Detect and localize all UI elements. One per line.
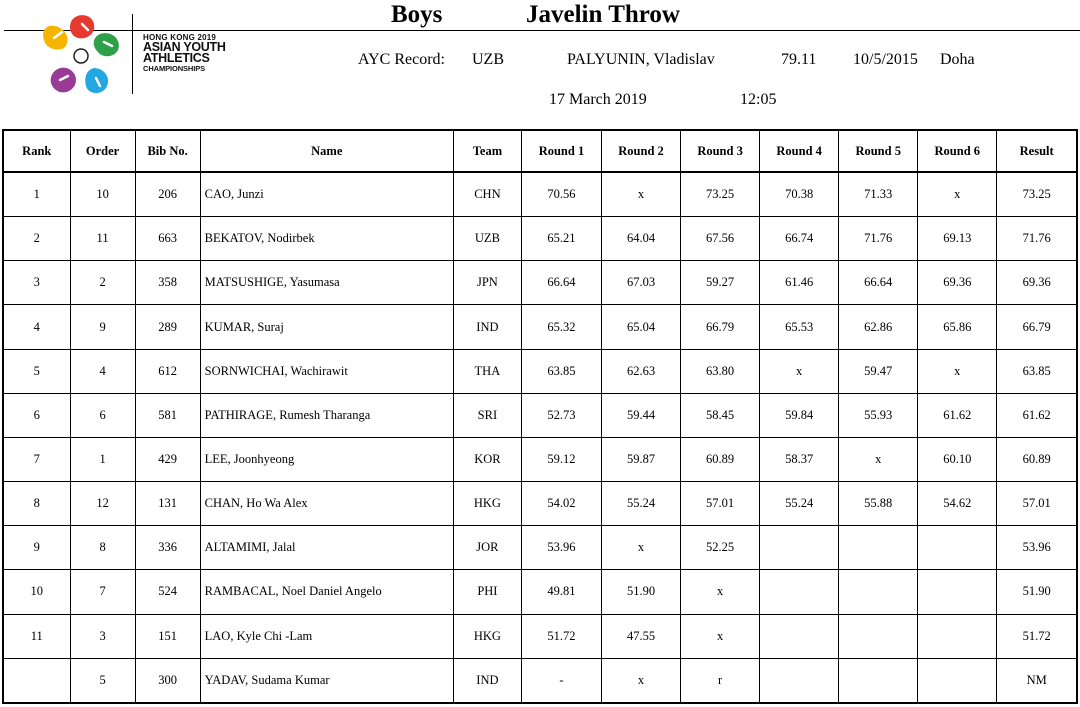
cell-rank: 3 bbox=[3, 261, 70, 305]
cell-name: MATSUSHIGE, Yasumasa bbox=[200, 261, 453, 305]
cell-bib-no: 429 bbox=[135, 437, 200, 481]
cell-round-2: x bbox=[602, 172, 681, 217]
table-row bbox=[3, 261, 1077, 305]
cell-round-5 bbox=[839, 526, 918, 570]
cell-result: 53.96 bbox=[997, 526, 1077, 570]
cell-round-1: 49.81 bbox=[521, 570, 601, 614]
cell-round-5: 59.47 bbox=[839, 349, 918, 393]
table-row bbox=[3, 305, 1077, 349]
cell-result: 69.36 bbox=[997, 261, 1077, 305]
cell-round-6 bbox=[918, 658, 997, 703]
cell-round-1: 53.96 bbox=[521, 526, 601, 570]
cell-round-5: 66.64 bbox=[839, 261, 918, 305]
cell-order: 3 bbox=[70, 614, 135, 658]
cell-round-3: r bbox=[681, 658, 760, 703]
table-row bbox=[3, 658, 1077, 703]
cell-round-4: 59.84 bbox=[760, 393, 839, 437]
cell-order: 12 bbox=[70, 482, 135, 526]
cell-round-2: 51.90 bbox=[602, 570, 681, 614]
cell-bib-no: 524 bbox=[135, 570, 200, 614]
cell-round-1: 66.64 bbox=[521, 261, 601, 305]
cell-name: LEE, Joonhyeong bbox=[200, 437, 453, 481]
cell-bib-no: 206 bbox=[135, 172, 200, 217]
championship-line-2: ASIAN YOUTH bbox=[143, 40, 226, 54]
header-round-2: Round 2 bbox=[602, 130, 681, 172]
cell-team: JOR bbox=[453, 526, 521, 570]
championship-line-3: ATHLETICS bbox=[143, 51, 210, 65]
championship-line-4: CHAMPIONSHIPS bbox=[143, 64, 206, 73]
cell-result: 66.79 bbox=[997, 305, 1077, 349]
cell-team: HKG bbox=[453, 614, 521, 658]
cell-round-5: 55.88 bbox=[839, 482, 918, 526]
cell-bib-no: 131 bbox=[135, 482, 200, 526]
table-row bbox=[3, 393, 1077, 437]
cell-round-4: 65.53 bbox=[760, 305, 839, 349]
competition-time: 12:05 bbox=[740, 91, 777, 108]
cell-round-3: 52.25 bbox=[681, 526, 760, 570]
cell-name: SORNWICHAI, Wachirawit bbox=[200, 349, 453, 393]
header-result: Result bbox=[997, 130, 1077, 172]
cell-result: 73.25 bbox=[997, 172, 1077, 217]
cell-round-4 bbox=[760, 526, 839, 570]
cell-team: SRI bbox=[453, 393, 521, 437]
cell-round-2: 59.87 bbox=[602, 437, 681, 481]
cell-team: IND bbox=[453, 305, 521, 349]
cell-rank: 4 bbox=[3, 305, 70, 349]
table-row bbox=[3, 437, 1077, 481]
cell-round-2: 47.55 bbox=[602, 614, 681, 658]
cell-round-2: 59.44 bbox=[602, 393, 681, 437]
cell-round-1: 51.72 bbox=[521, 614, 601, 658]
header-round-6: Round 6 bbox=[918, 130, 997, 172]
header-round-5: Round 5 bbox=[839, 130, 918, 172]
cell-round-6: 60.10 bbox=[918, 437, 997, 481]
cell-team: IND bbox=[453, 658, 521, 703]
cell-round-4 bbox=[760, 658, 839, 703]
cell-name: PATHIRAGE, Rumesh Tharanga bbox=[200, 393, 453, 437]
cell-round-2: x bbox=[602, 658, 681, 703]
cell-bib-no: 300 bbox=[135, 658, 200, 703]
cell-rank bbox=[3, 658, 70, 703]
cell-round-5: 71.76 bbox=[839, 217, 918, 261]
cell-name: ALTAMIMI, Jalal bbox=[200, 526, 453, 570]
header-round-1: Round 1 bbox=[521, 130, 601, 172]
cell-round-5 bbox=[839, 658, 918, 703]
logo-petal-green bbox=[94, 33, 119, 56]
cell-round-2: 62.63 bbox=[602, 349, 681, 393]
cell-order: 4 bbox=[70, 349, 135, 393]
table-row bbox=[3, 217, 1077, 261]
event-title: Javelin Throw bbox=[526, 1, 680, 28]
results-table bbox=[2, 129, 1078, 704]
cell-order: 10 bbox=[70, 172, 135, 217]
cell-round-3: 60.89 bbox=[681, 437, 760, 481]
cell-round-5: 55.93 bbox=[839, 393, 918, 437]
header-name: Name bbox=[200, 130, 453, 172]
cell-rank: 9 bbox=[3, 526, 70, 570]
cell-team: HKG bbox=[453, 482, 521, 526]
cell-bib-no: 581 bbox=[135, 393, 200, 437]
cell-team: JPN bbox=[453, 261, 521, 305]
record-date: 10/5/2015 bbox=[853, 51, 918, 68]
cell-team: THA bbox=[453, 349, 521, 393]
cell-round-4: 55.24 bbox=[760, 482, 839, 526]
cell-order: 6 bbox=[70, 393, 135, 437]
cell-result: 71.76 bbox=[997, 217, 1077, 261]
cell-round-6 bbox=[918, 614, 997, 658]
cell-rank: 10 bbox=[3, 570, 70, 614]
cell-result: 63.85 bbox=[997, 349, 1077, 393]
header-bib-no: Bib No. bbox=[135, 130, 200, 172]
cell-round-4: 58.37 bbox=[760, 437, 839, 481]
record-label: AYC Record: bbox=[358, 51, 445, 68]
cell-round-4: 70.38 bbox=[760, 172, 839, 217]
cell-rank: 7 bbox=[3, 437, 70, 481]
cell-name: LAO, Kyle Chi -Lam bbox=[200, 614, 453, 658]
cell-round-5 bbox=[839, 614, 918, 658]
cell-result: NM bbox=[997, 658, 1077, 703]
cell-order: 9 bbox=[70, 305, 135, 349]
cell-rank: 5 bbox=[3, 349, 70, 393]
cell-round-6: 69.36 bbox=[918, 261, 997, 305]
cell-team: UZB bbox=[453, 217, 521, 261]
cell-rank: 6 bbox=[3, 393, 70, 437]
cell-order: 2 bbox=[70, 261, 135, 305]
logo-petal-purple bbox=[51, 68, 76, 93]
header-order: Order bbox=[70, 130, 135, 172]
cell-bib-no: 358 bbox=[135, 261, 200, 305]
cell-bib-no: 289 bbox=[135, 305, 200, 349]
cell-round-2: 55.24 bbox=[602, 482, 681, 526]
cell-order: 11 bbox=[70, 217, 135, 261]
cell-name: CHAN, Ho Wa Alex bbox=[200, 482, 453, 526]
cell-round-3: x bbox=[681, 614, 760, 658]
cell-round-6: 65.86 bbox=[918, 305, 997, 349]
cell-team: KOR bbox=[453, 437, 521, 481]
cell-name: CAO, Junzi bbox=[200, 172, 453, 217]
cell-round-6: x bbox=[918, 349, 997, 393]
cell-round-2: 65.04 bbox=[602, 305, 681, 349]
cell-rank: 8 bbox=[3, 482, 70, 526]
cell-round-1: 54.02 bbox=[521, 482, 601, 526]
cell-round-2: 64.04 bbox=[602, 217, 681, 261]
cell-round-3: 63.80 bbox=[681, 349, 760, 393]
cell-round-6: 61.62 bbox=[918, 393, 997, 437]
cell-bib-no: 663 bbox=[135, 217, 200, 261]
championship-line-1: HONG KONG 2019 bbox=[143, 33, 217, 42]
cell-bib-no: 336 bbox=[135, 526, 200, 570]
cell-round-3: 58.45 bbox=[681, 393, 760, 437]
cell-round-4: 66.74 bbox=[760, 217, 839, 261]
cell-result: 60.89 bbox=[997, 437, 1077, 481]
header-team: Team bbox=[453, 130, 521, 172]
cell-round-6: 54.62 bbox=[918, 482, 997, 526]
cell-result: 51.90 bbox=[997, 570, 1077, 614]
cell-name: YADAV, Sudama Kumar bbox=[200, 658, 453, 703]
cell-round-1: 59.12 bbox=[521, 437, 601, 481]
cell-round-3: 73.25 bbox=[681, 172, 760, 217]
cell-round-3: 59.27 bbox=[681, 261, 760, 305]
cell-round-3: 67.56 bbox=[681, 217, 760, 261]
record-venue: Doha bbox=[940, 51, 975, 68]
cell-round-4: 61.46 bbox=[760, 261, 839, 305]
cell-round-1: 65.21 bbox=[521, 217, 601, 261]
cell-round-5: 62.86 bbox=[839, 305, 918, 349]
competition-date: 17 March 2019 bbox=[549, 91, 647, 108]
championship-name bbox=[143, 33, 233, 73]
header-divider bbox=[4, 30, 1080, 31]
cell-order: 1 bbox=[70, 437, 135, 481]
cell-result: 57.01 bbox=[997, 482, 1077, 526]
header-rank: Rank bbox=[3, 130, 70, 172]
logo-divider bbox=[132, 14, 133, 94]
cell-rank: 11 bbox=[3, 614, 70, 658]
cell-bib-no: 151 bbox=[135, 614, 200, 658]
cell-round-2: 67.03 bbox=[602, 261, 681, 305]
cell-round-6: 69.13 bbox=[918, 217, 997, 261]
championship-logo-icon bbox=[36, 12, 126, 98]
cell-result: 51.72 bbox=[997, 614, 1077, 658]
cell-name: BEKATOV, Nodirbek bbox=[200, 217, 453, 261]
table-body bbox=[3, 172, 1077, 703]
table-row bbox=[3, 526, 1077, 570]
table-row bbox=[3, 349, 1077, 393]
cell-round-3: 66.79 bbox=[681, 305, 760, 349]
cell-round-1: 63.85 bbox=[521, 349, 601, 393]
cell-team: CHN bbox=[453, 172, 521, 217]
cell-rank: 2 bbox=[3, 217, 70, 261]
cell-round-5: x bbox=[839, 437, 918, 481]
cell-team: PHI bbox=[453, 570, 521, 614]
logo-petal-red bbox=[70, 15, 94, 38]
cell-round-2: x bbox=[602, 526, 681, 570]
cell-order: 7 bbox=[70, 570, 135, 614]
cell-round-4 bbox=[760, 614, 839, 658]
table-row bbox=[3, 614, 1077, 658]
header-round-3: Round 3 bbox=[681, 130, 760, 172]
header-round-4: Round 4 bbox=[760, 130, 839, 172]
cell-round-1: 65.32 bbox=[521, 305, 601, 349]
gender-title: Boys bbox=[391, 1, 443, 28]
cell-round-6: x bbox=[918, 172, 997, 217]
cell-bib-no: 612 bbox=[135, 349, 200, 393]
cell-round-4: x bbox=[760, 349, 839, 393]
cell-round-1: - bbox=[521, 658, 601, 703]
cell-rank: 1 bbox=[3, 172, 70, 217]
cell-round-1: 52.73 bbox=[521, 393, 601, 437]
table-header-row bbox=[3, 130, 1077, 172]
cell-result: 61.62 bbox=[997, 393, 1077, 437]
cell-round-6 bbox=[918, 570, 997, 614]
cell-name: KUMAR, Suraj bbox=[200, 305, 453, 349]
cell-round-3: x bbox=[681, 570, 760, 614]
table-row bbox=[3, 482, 1077, 526]
cell-round-4 bbox=[760, 570, 839, 614]
cell-round-6 bbox=[918, 526, 997, 570]
record-holder: PALYUNIN, Vladislav bbox=[567, 51, 715, 68]
cell-order: 5 bbox=[70, 658, 135, 703]
cell-name: RAMBACAL, Noel Daniel Angelo bbox=[200, 570, 453, 614]
record-team: UZB bbox=[472, 51, 504, 68]
cell-round-3: 57.01 bbox=[681, 482, 760, 526]
cell-order: 8 bbox=[70, 526, 135, 570]
cell-round-5: 71.33 bbox=[839, 172, 918, 217]
table-row bbox=[3, 172, 1077, 217]
cell-round-5 bbox=[839, 570, 918, 614]
record-mark: 79.11 bbox=[781, 51, 817, 68]
table-row bbox=[3, 570, 1077, 614]
cell-round-1: 70.56 bbox=[521, 172, 601, 217]
